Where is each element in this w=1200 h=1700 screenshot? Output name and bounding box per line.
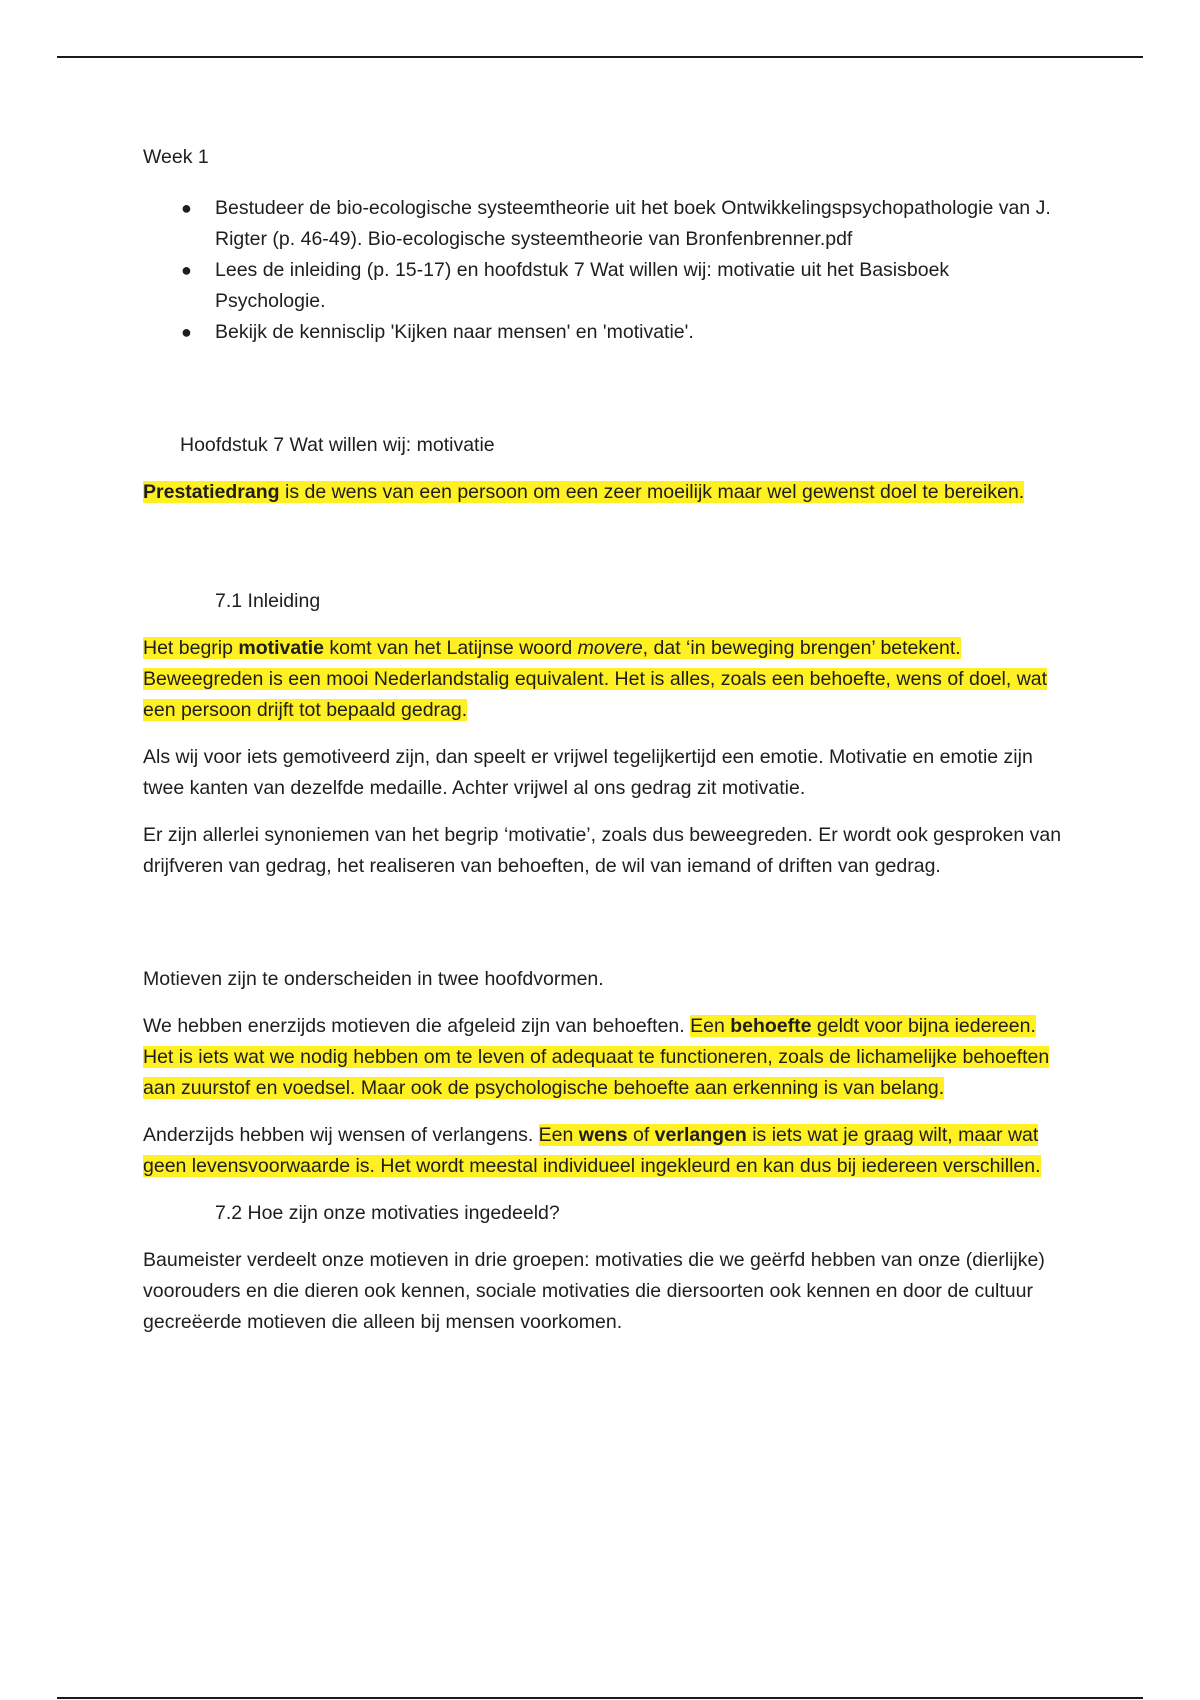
highlight: Een wens of verlangen is iets wat je graag wilt, maar wat geen levensvoorwaarde is. Het wordt meestal individueel ingekleurd en kan dus bij iedereen verschillen. [143, 1124, 1041, 1177]
section-heading-7-2: 7.2 Hoe zijn onze motivaties ingedeeld? [215, 1202, 560, 1224]
bullet-icon: ● [181, 260, 192, 280]
week-heading: Week 1 [143, 146, 209, 168]
motivatie-definition [143, 633, 1063, 726]
paragraph-synoniemen: Er zijn allerlei synoniemen van het begrip ‘motivatie’, zoals dus beweegreden. Er wordt ook gesproken van drijfveren van gedrag, het realiseren van behoeften, de wil van iemand of driften van gedrag. [143, 824, 1062, 877]
footer-rule [57, 1697, 1143, 1699]
term-motivatie: motivatie [238, 637, 324, 659]
reading-item [143, 317, 1063, 348]
latin-word: movere [577, 637, 643, 659]
section-heading-7-1: 7.1 Inleiding [215, 590, 321, 612]
paragraph-wens: Anderzijds hebben wij wensen of verlangens. Een wens of verlangen is iets wat je graag wilt, maar wat geen levensvoorwaarde is. Het wordt meestal individueel ingekleurd en kan dus bij iedereen verschillen. [143, 1124, 1041, 1177]
term-wens: wens [578, 1124, 628, 1146]
paragraph-hoofdvormen: Motieven zijn te onderscheiden in twee hoofdvormen. [143, 968, 604, 990]
bullet-icon: ● [181, 322, 192, 342]
paragraph-baumeister: Baumeister verdeelt onze motieven in drie groepen: motivaties die we geërfd hebben van onze (dierlijke) voorouders en die dieren ook kennen, sociale motivaties die diersoorten ook kennen en door de cultuur gecreëerde motieven die alleen bij mensen voorkomen. [143, 1249, 1045, 1333]
reading-list [143, 193, 1063, 348]
reading-item [143, 255, 1063, 317]
paragraph-emotie: Als wij voor iets gemotiveerd zijn, dan speelt er vrijwel tegelijkertijd een emotie. Motivatie en emotie zijn twee kanten van dezelfde medaille. Achter vrijwel al ons gedrag zit motivatie. [143, 746, 1033, 799]
document-body [143, 142, 1063, 1338]
highlight: Het begrip motivatie komt van het Latijnse woord movere, dat ‘in beweging brengen’ betekent. Beweegreden is een mooi Nederlandstalig equivalent. Het is alles, zoals een behoefte, wens of doel, wat een persoon drijft tot bepaald gedrag. [143, 637, 1048, 721]
reading-item-text: Lees de inleiding (p. 15-17) en hoofdstuk 7 Wat willen wij: motivatie uit het Basisboek Psychologie. [215, 259, 950, 312]
bullet-icon: ● [181, 198, 192, 218]
prestatiedrang-definition [143, 477, 1063, 508]
term-behoefte: behoefte [730, 1015, 812, 1037]
reading-item-text: Bekijk de kennisclip 'Kijken naar mensen' en 'motivatie'. [215, 321, 694, 343]
reading-item-text: Bestudeer de bio-ecologische systeemtheorie uit het boek Ontwikkelingspsychopathologie van J. Rigter (p. 46-49). Bio-ecologische systeemtheorie van Bronfenbrenner.pdf [215, 197, 1051, 250]
reading-item [143, 193, 1063, 255]
term-prestatiedrang: Prestatiedrang [143, 481, 280, 503]
term-verlangen: verlangen [654, 1124, 747, 1146]
paragraph-behoefte: We hebben enerzijds motieven die afgeleid zijn van behoeften. Een behoefte geldt voor bijna iedereen. Het is iets wat we nodig hebben om te leven of adequaat te functioneren, zoals de lichamelijke behoeften aan zuurstof en voedsel. Maar ook de psychologische behoefte aan erkenning is van belang. [143, 1015, 1050, 1099]
chapter-heading: Hoofdstuk 7 Wat willen wij: motivatie [180, 434, 495, 456]
header-rule [57, 56, 1143, 58]
highlight: Prestatiedrang is de wens van een persoon om een zeer moeilijk maar wel gewenst doel te bereiken. [143, 481, 1025, 503]
highlight: Een behoefte geldt voor bijna iedereen. Het is iets wat we nodig hebben om te leven of adequaat te functioneren, zoals de lichamelijke behoeften aan zuurstof en voedsel. Maar ook de psychologische behoefte aan erkenning is van belang. [143, 1015, 1050, 1099]
